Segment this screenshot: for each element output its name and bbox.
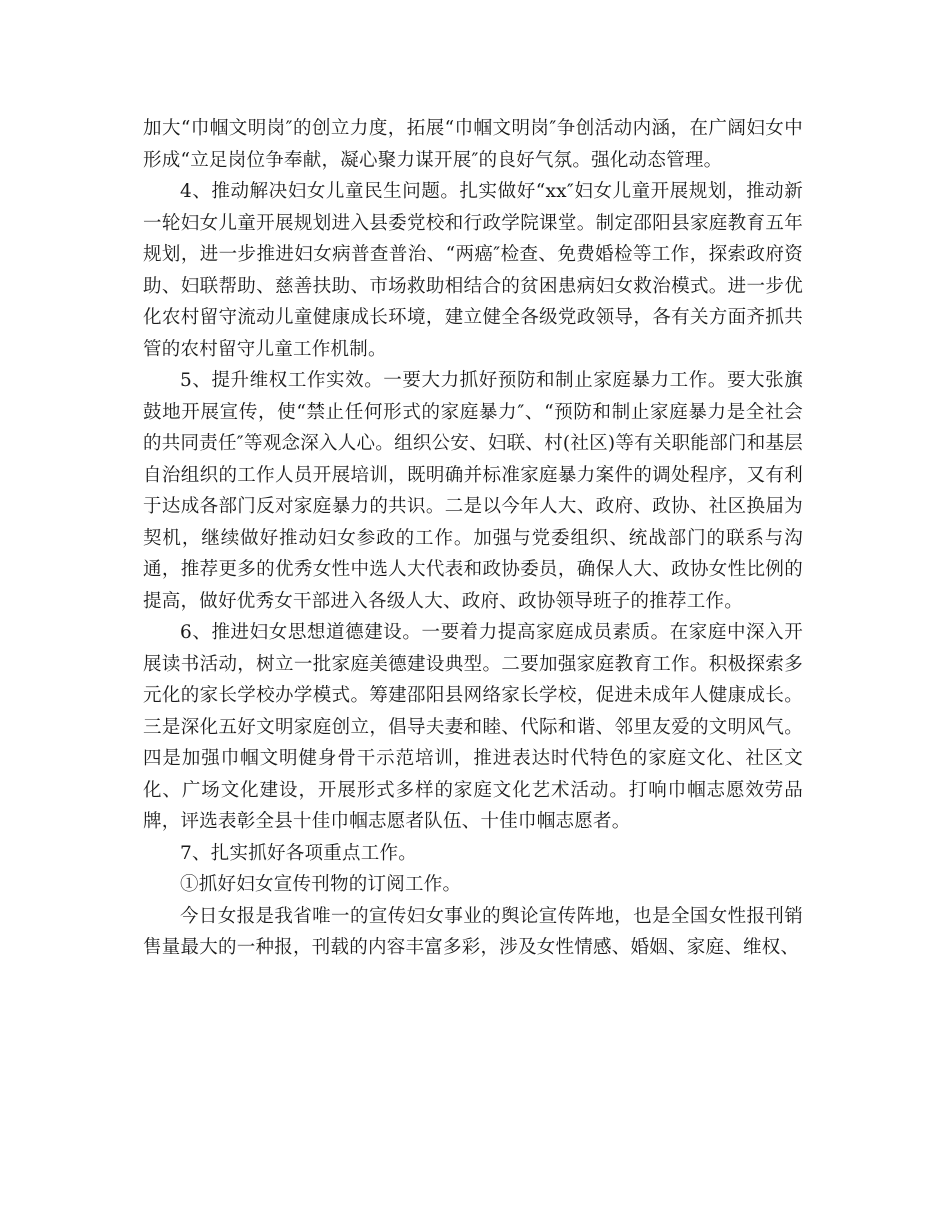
paragraph-item-5: 5、提升维权工作实效。一要大力抓好预防和制止家庭暴力工作。要大张旗鼓地开展宣传，使“禁止任何形式的家庭暴力″、“预防和制止家庭暴力是全社会的共同责任″等观念深入人心。组织公安、妇联、村(社区)等有关职能部门和基层自治组织的工作人员开展培训，既明确并标准家庭暴力案件的调处程序，又有利于达成各部门反对家庭暴力的共识。二是以今年人大、政府、政协、社区换届为契机，继续做好推动妇女参政的工作。加强与党委组织、统战部门的联系与沟通，推荐更多的优秀女性中选人大代表和政协委员，确保人大、政协女性比例的提高，做好优秀女干部进入各级人大、政府、政协领导班子的推荐工作。 — [143, 370, 803, 612]
document-page — [143, 113, 803, 964]
paragraph-subitem-1: ①抓好妇女宣传刊物的订阅工作。 — [180, 874, 462, 895]
paragraph-item-4: 4、推动解决妇女儿童民生问题。扎实做好“xx″妇女儿童开展规划，推动新一轮妇女儿童开展规划进入县委党校和行政学院课堂。制定邵阳县家庭教育五年规划，进一步推进妇女病普查普治、“两癌″检查、免费婚检等工作，探索政府资助、妇联帮助、慈善扶助、市场救助相结合的贫困患病妇女救治模式。进一步优化农村留守流动儿童健康成长环境，建立健全各级党政领导，各有关方面齐抓共管的农村留守儿童工作机制。 — [143, 181, 803, 360]
paragraph-item-6: 6、推进妇女思想道德建设。一要着力提高家庭成员素质。在家庭中深入开展读书活动，树立一批家庭美德建设典型。二要加强家庭教育工作。积极探索多元化的家长学校办学模式。筹建邵阳县网络家长学校，促进未成年人健康成长。三是深化五好文明家庭创立，倡导夫妻和睦、代际和谐、邻里友爱的文明风气。四是加强巾帼文明健身骨干示范培训，推进表达时代特色的家庭文化、社区文化、广场文化建设，开展形式多样的家庭文化艺术活动。打响巾帼志愿效劳品牌，评选表彰全县十佳巾帼志愿者队伍、十佳巾帼志愿者。 — [143, 622, 803, 832]
paragraph-newspaper: 今日女报是我省唯一的宣传妇女事业的舆论宣传阵地，也是全国女性报刊销售量最大的一种报，刊载的内容丰富多彩，涉及女性情感、婚姻、家庭、维权、 — [143, 905, 803, 958]
paragraph-item-7: 7、扎实抓好各项重点工作。 — [180, 842, 418, 864]
paragraph-continuation: 加大“巾帼文明岗″的创立力度，拓展“巾帼文明岗″争创活动内涵，在广阔妇女中形成“立足岗位争奉献，凝心聚力谋开展″的良好气氛。强化动态管理。 — [143, 118, 803, 171]
